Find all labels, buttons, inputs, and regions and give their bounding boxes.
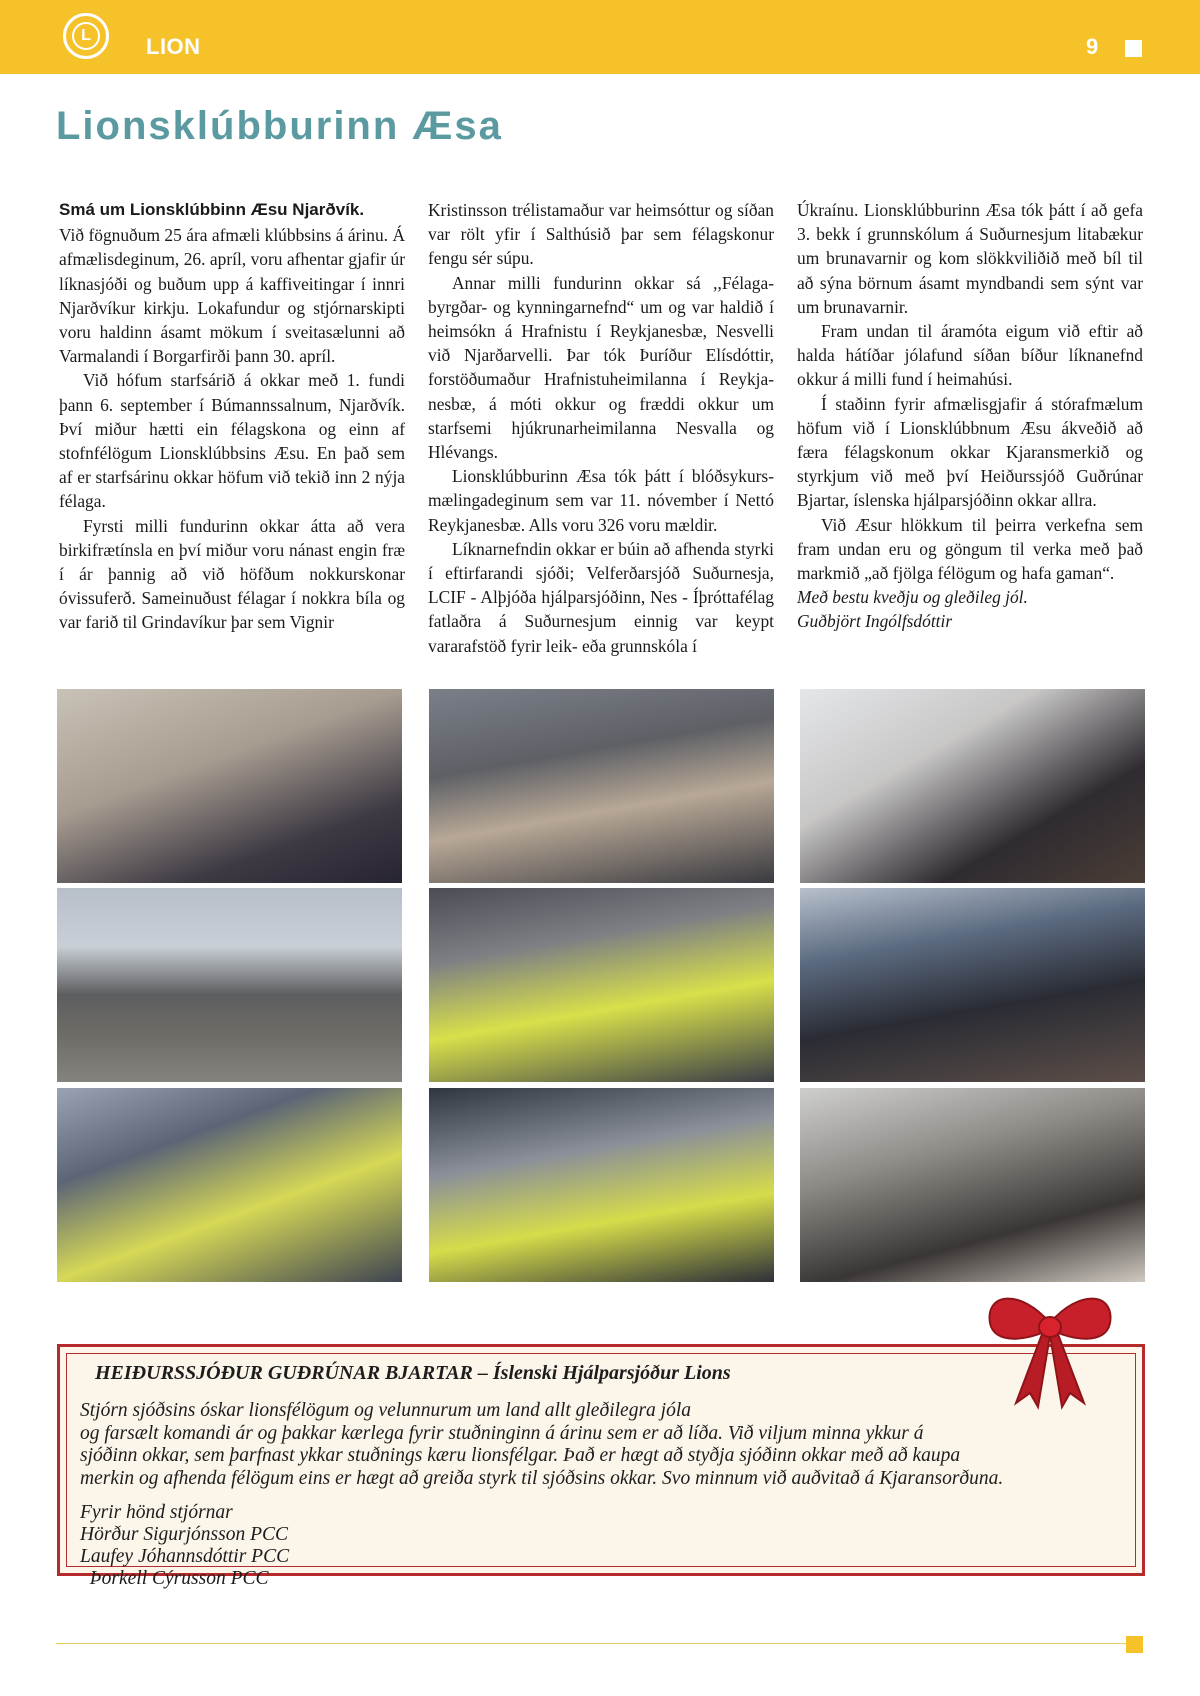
paragraph: Annar milli fundurinn okkar sá ,,Félagabyrgðar- og kynningarnefnd“ um og var haldið í heimsókn á Hrafnistu í Reykjanesbæ, Nesvelli við Njarðarvelli. Þar tók Þuríður Elísdóttir, forstöðumaður Hrafnistuheimilanna í Reykjanesbæ, á móti okkur og fræddi okkur um starfsemi hjúkrunarheimilanna Nesvalla og Hlévangs.: [428, 272, 774, 463]
signer-line: Fyrir hönd stjórnar: [80, 1502, 233, 1523]
signoff-text: Með bestu kveðju og gleðileg jól.: [797, 587, 1028, 608]
paragraph: Fram undan til áramóta eigum við eftir að halda hátíðar jólafund síðan bíður líknanefnd okkur á milli fund í heimahúsi.: [797, 321, 1143, 390]
article-subheading: Smá um Lionsklúbbinn Æsu Njarðvík.: [59, 200, 365, 219]
photo-four-women: [429, 1088, 774, 1282]
page-marker-square: [1125, 40, 1142, 57]
signoff: [797, 585, 1143, 633]
paragraph: Við hófum starfsárið á okkar með 1. fundi þann 6. september í Búmannssalnum, Njarðvík. Því miður hætti ein félagskona og einn af stofnfélögum Lionsklúbbsins Æsu. En það sem af er starfsárinu okkar höfum við tekið inn 2 nýja félaga.: [59, 370, 405, 512]
notice-signers: [80, 1502, 480, 1590]
photo-outdoor-market: [57, 888, 402, 1082]
paragraph: Úkraínu. Lionsklúbburinn Æsa tók þátt í að gefa 3. bekk í grunnskólum á Suðurnesjum litabækur um brunavarnir og kom slökkviliðið með bíl til að sýna börnum ásamt myndbandi sem sýnt var um brunavarnir.: [797, 200, 1143, 317]
signer-line: Laufey Jóhannsdóttir PCC: [80, 1546, 290, 1567]
christmas-bow-icon: [980, 1283, 1120, 1413]
photo-dinner-gathering: [429, 689, 774, 883]
photo-members-seated: [57, 689, 402, 883]
footer-square: [1126, 1636, 1143, 1653]
photo-vests-group: [429, 888, 774, 1082]
signer-line: Þorkell Cýrusson PCC: [80, 1568, 269, 1589]
logo-glyph: L: [72, 22, 100, 50]
page-number: 9: [1086, 34, 1099, 59]
paragraph: Við fögnuðum 25 ára afmæli klúbbsins á árinu. Á afmælisdeginum, 26. apríl, voru afhentar gjafir úr líknasjóði og buðum upp á kaffiveitingar í innri Njarðvíkur kirkju. Lokafundur og stjórnarskipti voru haldinn ásamt mökum í sveitasælunni að Varmalandi í Borgarfirði þann 30. apríl.: [59, 225, 405, 367]
author-name: Guðbjört Ingólfsdóttir: [797, 611, 953, 632]
notice-body: Stjórn sjóðsins óskar lionsfélögum og velunnurum um land allt gleðilegra jóla og farsælt komandi ár og þakkar kærlega fyrir stuðninginn á árinu sem er að líða. Við viljum minna ykkur á sjóðinn okkar, sem þarfnast ykkar stuðnings kæru lionsfélgar. Það er hægt að styðja sjóðinn okkar með að kaupa merkin og afhenda félögum eins er hægt að greiða styrk til sjóðsins okkar. Svo minnum við auðvitað á Kjaransorðuna.: [80, 1400, 1004, 1489]
photo-meeting-room: [800, 888, 1145, 1082]
photo-group-selfie: [800, 689, 1145, 883]
paragraph: Kristinsson trélistamaður var heimsóttur og síðan var rölt yfir í Salthúsið þar sem félagskonur fengu sér súpu.: [428, 200, 774, 269]
signer-line: Hörður Sigurjónsson PCC: [80, 1524, 289, 1545]
article-column-3: [797, 198, 1143, 634]
paragraph: Líknarnefndin okkar er búin að afhenda styrki í eftirfarandi sjóði; Velferðarsjóð Suðurnesja, LCIF - Alþjóða hjálparsjóðinn, Nes - Íþróttafélag fatlaðra á Suðurnesjum einnig var keypt vararafstöð fyrir leik- eða grunnskóla í: [428, 538, 774, 656]
article-column-2: [428, 198, 774, 658]
photo-dinner-table: [800, 1088, 1145, 1282]
paragraph: Við Æsur hlökkum til þeirra verkefna sem fram undan eru og göngum til verka með það markmið „að fjölga félögum og hafa gaman“.: [797, 514, 1143, 584]
article-title: Lionsklúbburinn Æsa: [56, 104, 503, 148]
footer-rule: [56, 1643, 1126, 1644]
article-column-1: [59, 198, 405, 635]
paragraph: Lionsklúbburinn Æsa tók þátt í blóðsykursmælingadeginum sem var 11. nóvember í Nettó Reykjanesbæ. Alls voru 326 voru mældir.: [428, 466, 774, 535]
lions-logo-icon: [63, 13, 109, 59]
paragraph: Fyrsti milli fundurinn okkar átta að vera birkifrætínsla en því miður voru nánast engin fræ í ár þannig að við höfðum nokkurskonar óvissuferð. Sameinuðust félagar í nokkra bíla og var farið til Grindavíkur þar sem Vignir: [59, 515, 405, 633]
photo-vests-back: [57, 1088, 402, 1282]
page-header: [0, 0, 1200, 74]
paragraph: Í staðinn fyrir afmælisgjafir á stórafmælum höfum við í Lionsklúbbnum Æsu ákveðið að færa félagskonum okkar Kjaransmerkið og styrkjum við með því Heiðurssjóð Guðrúnar Bjartar, íslenska hjálparsjóðinn okkar allra.: [797, 393, 1143, 511]
magazine-name: LION: [146, 34, 201, 59]
notice-title: HEIÐURSSJÓÐUR GUÐRÚNAR BJARTAR – Íslenski Hjálparsjóður Lions: [95, 1362, 731, 1384]
